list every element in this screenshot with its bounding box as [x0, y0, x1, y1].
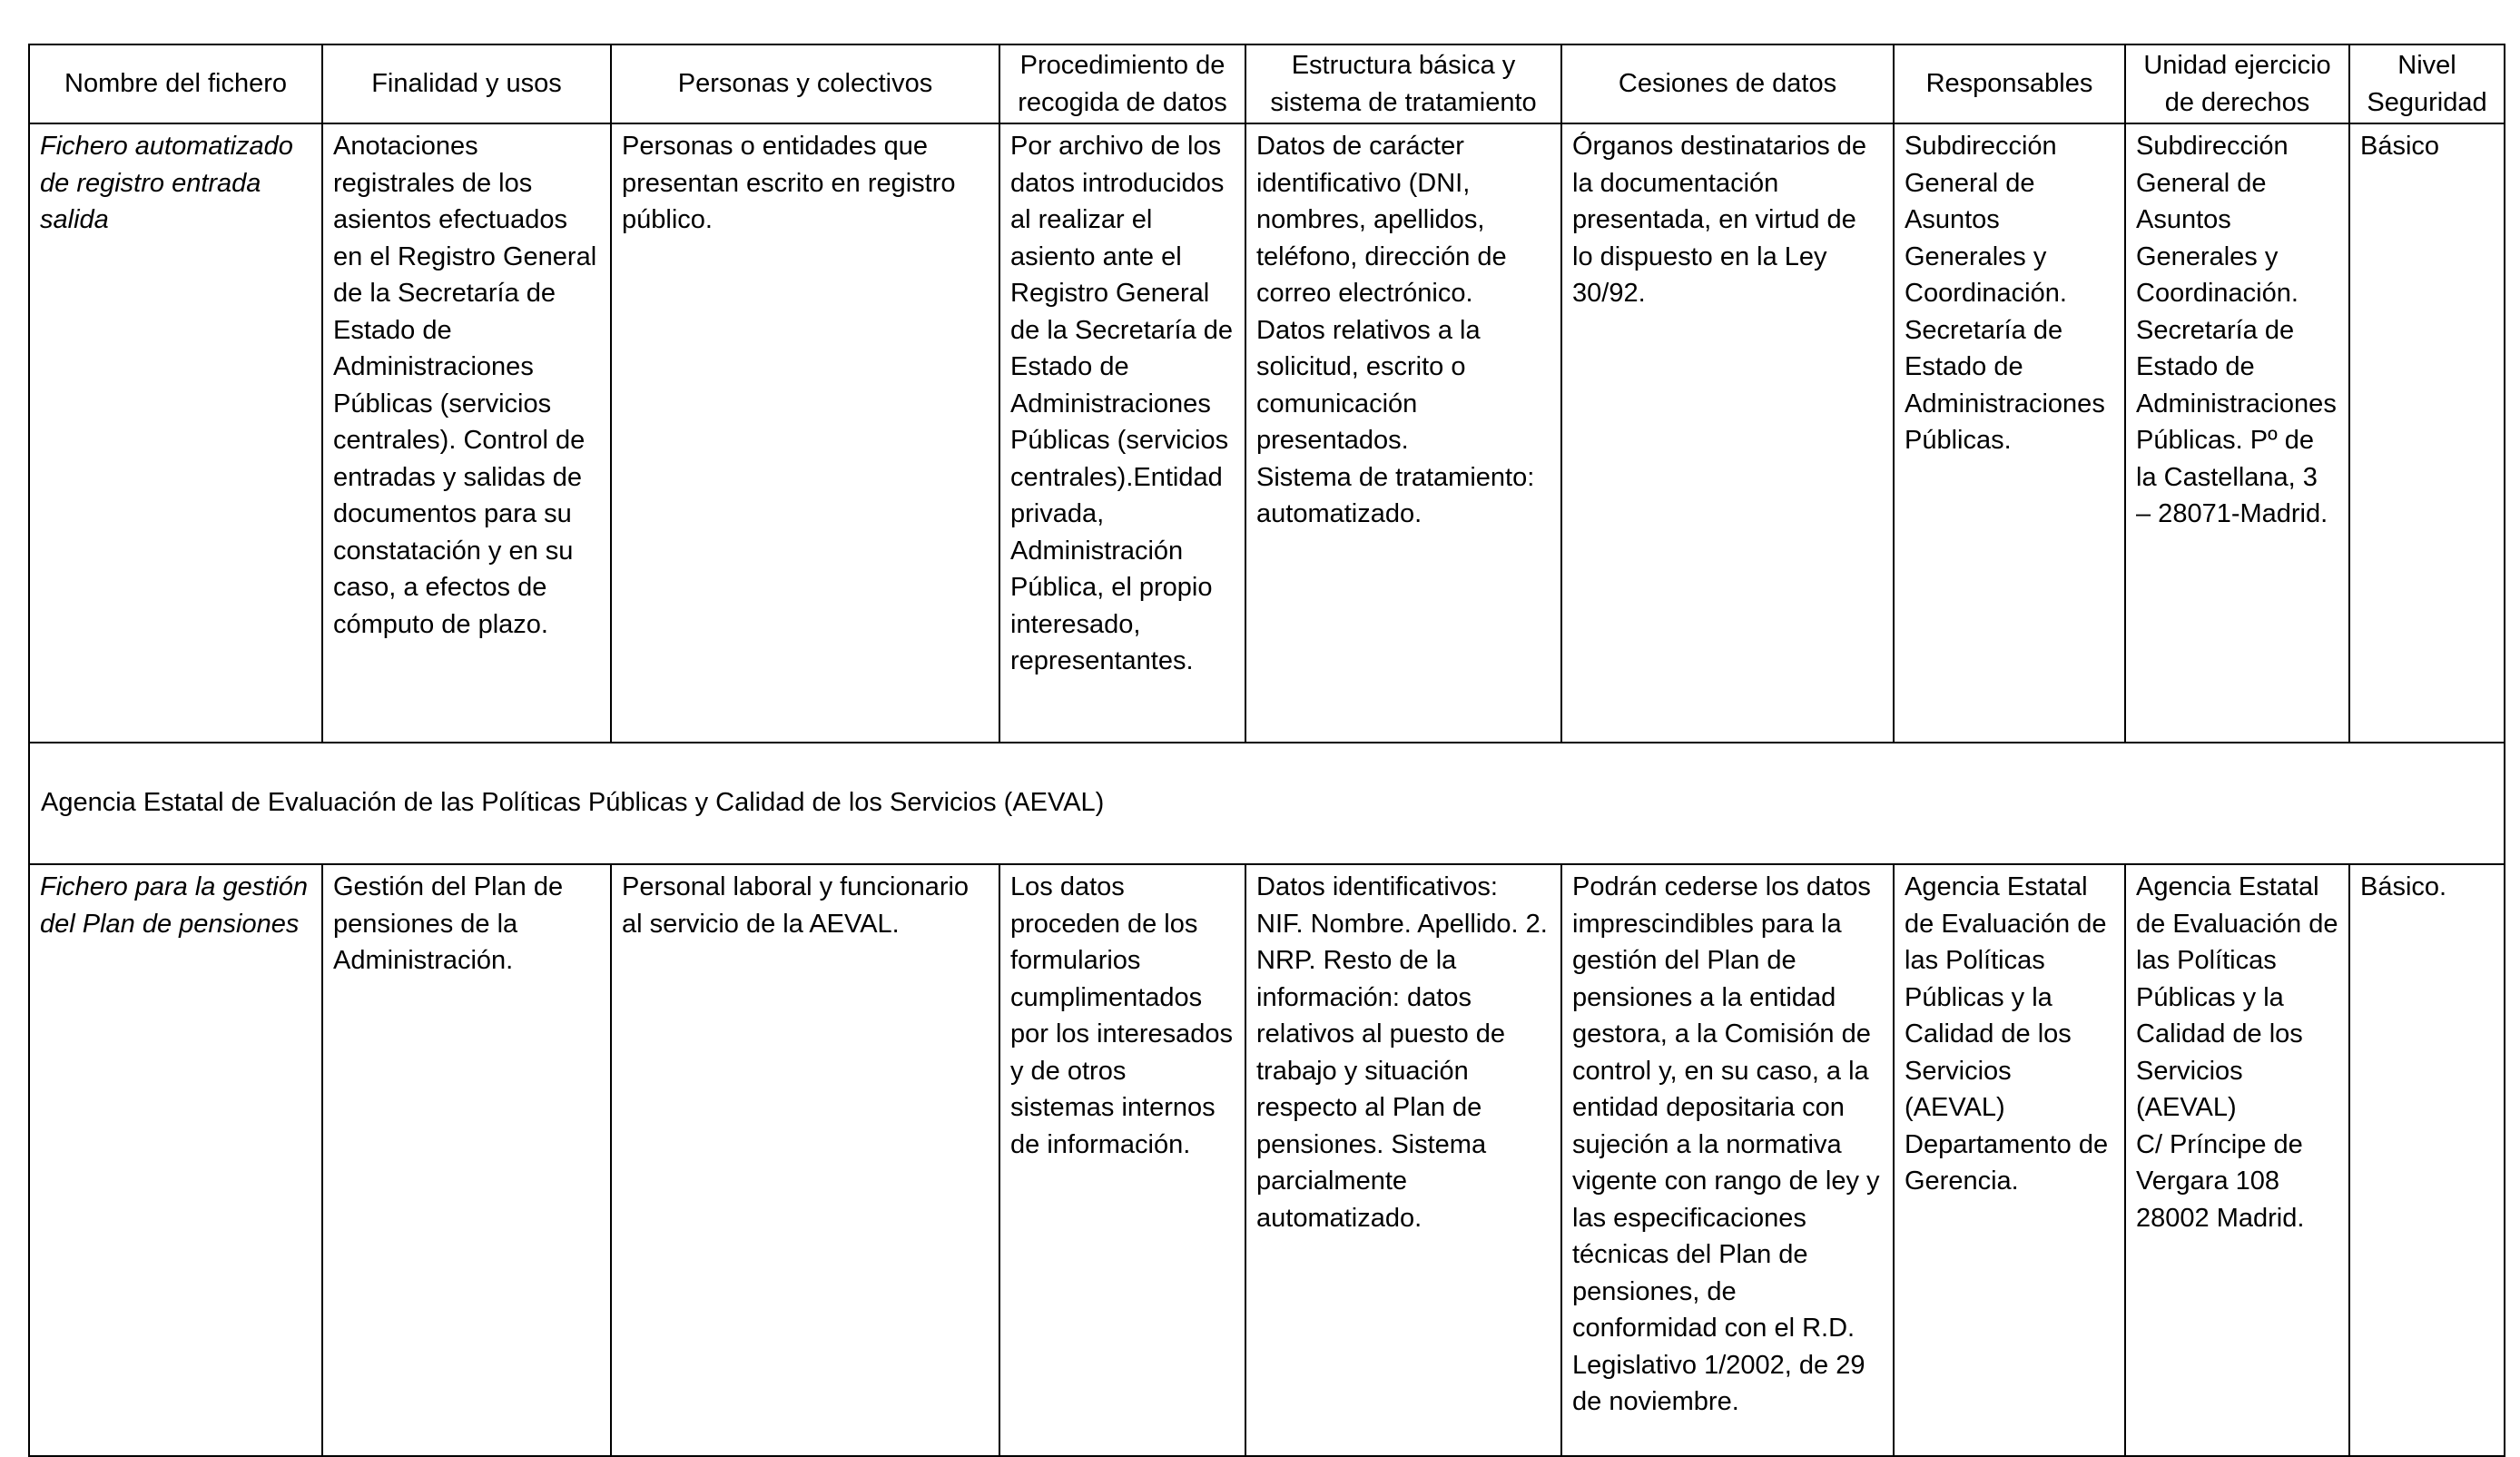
purpose-cell: Anotaciones registrales de los asientos efectuados en el Registro General de la Secretaría de Estado de Administraciones Públicas (servicios centrales). Control de entradas y salidas de documentos para su constatación y en su caso, a efectos de cómputo de plazo. [322, 123, 611, 743]
structure-line: Datos de carácter identificativo (DNI, nombres, apellidos, teléfono, dirección de correo electrónico. [1256, 132, 1514, 308]
purpose-cell: Gestión del Plan de pensiones de la Administración. [322, 864, 611, 1456]
security-level-cell: Básico. [2349, 864, 2505, 1456]
header-cell: Estructura básica y sistema de tratamiento [1245, 44, 1561, 123]
transfers-cell: Órganos destinatarios de la documentación presentada, en virtud de lo dispuesto en la Ley 30/92. [1561, 123, 1894, 743]
header-cell: Cesiones de datos [1561, 44, 1894, 123]
header-cell: Nivel Seguridad [2349, 44, 2505, 123]
header-cell: Procedimiento de recogida de datos [999, 44, 1245, 123]
structure-line: Sistema de tratamiento: automatizado. [1256, 462, 1542, 528]
responsible-line: Departamento de Gerencia. [1905, 1129, 2116, 1196]
transfers-cell: Podrán cederse los datos imprescindibles para la gestión del Plan de pensiones a la entidad gestora, a la Comisión de control y, en su caso, a la entidad depositaria con sujeción a la normativa vigente con rango de ley y las especificaciones técnicas del Plan de pensiones, de conformidad con el R.D. Legislativo 1/2002, de 29 de noviembre. [1561, 864, 1894, 1456]
file-name-cell: Fichero automatizado de registro entrada salida [29, 123, 322, 743]
procedure-cell: Por archivo de los datos introducidos al realizar el asiento ante el Registro General de la Secretaría de Estado de Administraciones Públicas (servicios centrales).Entidad privada, Administración Pública, el propio interesado, representantes. [999, 123, 1245, 743]
rights-unit-line: C/ Príncipe de Vergara 108 [2136, 1129, 2310, 1196]
responsible-cell [1894, 864, 2125, 1456]
structure-cell: Datos identificativos: NIF. Nombre. Apellido. 2. NRP. Resto de la información: datos relativos al puesto de trabajo y situación respecto al Plan de pensiones. Sistema parcialmente automatizado. [1245, 864, 1561, 1456]
header-cell: Responsables [1894, 44, 2125, 123]
rights-unit-line: Agencia Estatal de Evaluación de las Políticas Públicas y la Calidad de los Servicios (AEVAL) [2136, 872, 2346, 1122]
procedure-cell: Los datos proceden de los formularios cumplimentados por los interesados y de otros sistemas internos de información. [999, 864, 1245, 1456]
table-row [29, 123, 2505, 743]
responsible-cell: Subdirección General de Asuntos Generales y Coordinación. Secretaría de Estado de Administraciones Públicas. [1894, 123, 2125, 743]
header-cell: Personas y colectivos [611, 44, 999, 123]
security-level-cell: Básico [2349, 123, 2505, 743]
header-cell: Finalidad y usos [322, 44, 611, 123]
section-row [29, 743, 2505, 864]
persons-cell: Personas o entidades que presentan escrito en registro público. [611, 123, 999, 743]
persons-cell: Personal laboral y funcionario al servicio de la AEVAL. [611, 864, 999, 1456]
header-cell: Unidad ejercicio de derechos [2125, 44, 2349, 123]
table-header-row [29, 44, 2505, 123]
header-cell: Nombre del fichero [29, 44, 322, 123]
section-title: Agencia Estatal de Evaluación de las Políticas Públicas y Calidad de los Servicios (AEVAL) [29, 743, 2505, 864]
structure-line: Datos relativos a la solicitud, escrito o comunicación presentados. [1256, 315, 1488, 455]
rights-unit-line: 28002 Madrid. [2136, 1203, 2305, 1233]
file-name-cell: Fichero para la gestión del Plan de pensiones [29, 864, 322, 1456]
responsible-line: Agencia Estatal de Evaluación de las Políticas Públicas y la Calidad de los Servicios (AEVAL) [1905, 872, 2114, 1122]
rights-unit-cell [2125, 864, 2349, 1456]
data-files-table [28, 44, 2505, 1457]
structure-cell [1245, 123, 1561, 743]
rights-unit-cell: Subdirección General de Asuntos Generales y Coordinación. Secretaría de Estado de Administraciones Públicas. Pº de la Castellana, 3 – 28071-Madrid. [2125, 123, 2349, 743]
table-row [29, 864, 2505, 1456]
